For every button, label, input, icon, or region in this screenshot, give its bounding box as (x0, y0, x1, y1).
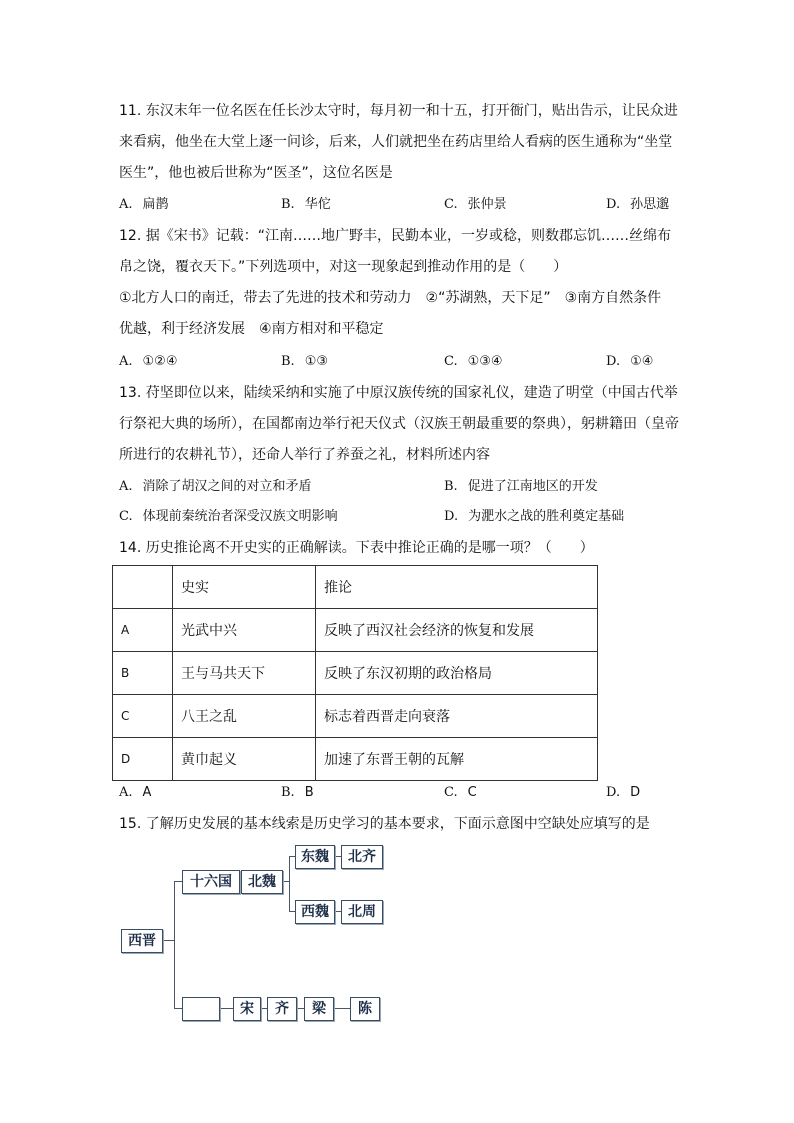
diagram-box-xiwei: 西魏 (295, 900, 335, 924)
diagram-box-chen: 陈 (350, 997, 380, 1021)
q11-option-a[interactable]: A. 扁鹊 (119, 197, 169, 212)
q13-option-a[interactable]: A. 消除了胡汉之间的对立和矛盾 (119, 479, 312, 494)
q12-option-b[interactable]: B. ①③ (281, 354, 328, 369)
table-header-cell: 史实 (173, 566, 316, 609)
q15-stem: 15. 了解历史发展的基本线索是历史学习的基本要求，下面示意图中空缺处应填写的是 (119, 816, 650, 832)
connector-line (333, 1008, 350, 1009)
table-row (113, 695, 598, 738)
q14-option-b[interactable]: B. B (281, 785, 314, 800)
q13-line-2: 行祭祀大典的场所），在国都南边举行祀天仪式（汉族王朝最重要的祭典），躬耕籍田（皇帝 (119, 416, 679, 432)
table-cell: B (113, 652, 173, 695)
table-cell: 加速了东晋王朝的瓦解 (316, 738, 598, 781)
q12-option-a[interactable]: A. ①②④ (119, 354, 178, 369)
q14-stem: 14. 历史推论离不开史实的正确解读。下表中推论正确的是哪一项？（ ） (119, 540, 594, 556)
q11-line-2: 来看病，他坐在大堂上逐一问诊，后来，人们就把坐在药店里给人看病的医生通称为“坐堂 (119, 134, 673, 150)
table-header-cell: 推论 (316, 566, 598, 609)
diagram-box-beiqi: 北齐 (341, 845, 383, 869)
diagram-box-song: 宋 (233, 997, 261, 1021)
q13-line-3: 所进行的农耕礼节），还命人举行了养蚕之礼，材料所述内容 (119, 447, 490, 463)
q12-line-4: 优越，利于经济发展 ④南方相对和平稳定 (119, 321, 384, 337)
table-cell: 反映了东汉初期的政治格局 (316, 652, 598, 695)
table-cell: 反映了西汉社会经济的恢复和发展 (316, 609, 598, 652)
q13-option-c[interactable]: C. 体现前秦统治者深受汉族文明影响 (119, 509, 338, 524)
diagram-box-sixteen-kingdoms: 十六国 (182, 870, 240, 894)
table-cell: D (113, 738, 173, 781)
q12-line-2: 帛之饶，覆衣天下。”下列选项中，对这一现象起到推动作用的是（ ） (119, 259, 568, 275)
table-row (113, 609, 598, 652)
table-cell: 八王之乱 (173, 695, 316, 738)
table-cell: 王与马共天下 (173, 652, 316, 695)
table-row (113, 738, 598, 781)
diagram-box-xijin: 西晋 (121, 929, 163, 953)
table-cell: 标志着西晋走向衰落 (316, 695, 598, 738)
connector-line (174, 881, 175, 1008)
connector-line (174, 1008, 182, 1009)
diagram-box-beiwei: 北魏 (241, 870, 283, 894)
connector-line (162, 940, 174, 941)
table-cell: 黄巾起义 (173, 738, 316, 781)
connector-line (296, 1008, 304, 1009)
q11-line-3: 医生”，他也被后世称为“医圣”，这位名医是 (119, 165, 393, 181)
q13-line-1: 13. 苻坚即位以来，陆续采纳和实施了中原汉族传统的国家礼仪，建造了明堂（中国古代举 (119, 385, 678, 401)
q12-line-1: 12. 据《宋书》记载：“江南……地广野丰，民勤本业，一岁或稔，则数郡忘饥……丝绵布 (119, 228, 671, 244)
q11-option-b[interactable]: B. 华佗 (281, 197, 331, 212)
q11-option-d[interactable]: D. 孙思邈 (606, 197, 670, 212)
connector-line (219, 1008, 233, 1009)
table-header-cell (113, 566, 173, 609)
table-header-row (113, 566, 598, 609)
q14-option-c[interactable]: C. C (444, 785, 477, 800)
table-row (113, 652, 598, 695)
diagram-box-liang: 梁 (304, 997, 334, 1021)
table-cell: A (113, 609, 173, 652)
q14-option-a[interactable]: A. A (119, 785, 152, 800)
q14-table (112, 565, 598, 781)
q11-line-1: 11. 东汉末年一位名医在任长沙太守时，每月初一和十五，打开衙门，贴出告示，让民众进 (119, 103, 678, 119)
q11-option-c[interactable]: C. 张仲景 (444, 197, 507, 212)
table-cell: C (113, 695, 173, 738)
table-cell: 光武中兴 (173, 609, 316, 652)
diagram-box-beizhou: 北周 (341, 900, 383, 924)
diagram-box-qi: 齐 (267, 997, 297, 1021)
diagram-box-dongwei: 东魏 (295, 845, 335, 869)
q13-option-b[interactable]: B. 促进了江南地区的开发 (444, 479, 598, 494)
q14-option-d[interactable]: D. D (606, 785, 641, 800)
connector-line (289, 856, 290, 911)
diagram-blank-box[interactable] (182, 997, 220, 1021)
q12-option-c[interactable]: C. ①③④ (444, 354, 503, 369)
q12-line-3: ①北方人口的南迁，带去了先进的技术和劳动力 ②“苏湖熟，天下足” ③南方自然条件 (119, 290, 662, 306)
q12-option-d[interactable]: D. ①④ (606, 354, 654, 369)
connector-line (174, 881, 182, 882)
q13-option-d[interactable]: D. 为淝水之战的胜利奠定基础 (444, 509, 625, 524)
